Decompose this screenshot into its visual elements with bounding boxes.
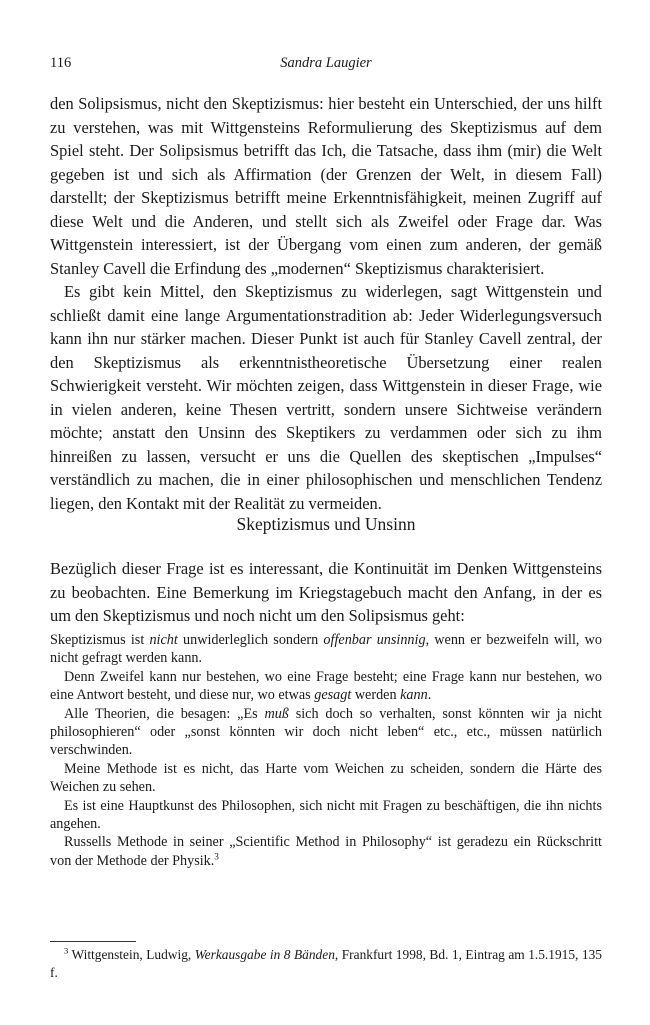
- quote-paragraph: Es ist eine Hauptkunst des Philosophen, sich nicht mit Fragen zu beschäftigen, die ihn nichts angehen.: [50, 797, 602, 833]
- quote-paragraph: Denn Zweifel kann nur bestehen, wo eine Frage besteht; eine Frage kann nur bestehen, wo eine Antwort besteht, und diese nur, wo etwas gesagt werden kann.: [50, 668, 602, 704]
- quote-paragraph: Russells Methode in seiner „Scientific Method in Philosophy“ ist geradezu ein Rückschritt von der Methode der Physik.$^3$: [50, 834, 602, 869]
- paragraph: den Solipsismus, nicht den Skeptizismus: hier besteht ein Unterschied, der uns hilft zu verstehen, was mit Wittgensteins Reformulierung des Skeptizismus auf dem Spiel steht. Der Solipsismus betrifft das Ich, die Tatsache, dass ihm (mir) die Welt gegeben ist und sich als Affirmation (der Grenzen der Welt, in diesem Fall) darstellt; der Skeptizismus betrifft meine Erkenntnisfähigkeit, meinen Zugriff auf diese Welt und die Anderen, und stellt sich als Zweifel oder Frage dar. Was Wittgenstein interessiert, ist der Übergang vom einen zum anderen, der gemäß Stanley Cavell die Erfindung des „modernen“ Skeptizismus charakterisiert.: [50, 94, 602, 278]
- footnote-reference[interactable]: 3: [214, 851, 219, 862]
- quote-paragraph: Alle Theorien, die besagen: „Es muß sich doch so verhalten, sonst könnten wir ja nicht philosophieren“ oder „sonst könnten wir doch nicht leben“ etc., etc., müssen natürlich verschwinden.: [50, 705, 602, 759]
- page-header: [50, 55, 602, 77]
- footnote-divider: [50, 941, 136, 942]
- section-intro-paragraph: Bezüglich dieser Frage ist es interessant, die Kontinuität im Denken Wittgensteins zu beobachten. Eine Bemerkung im Kriegstagebuch macht den Anfang, in der es um den Skeptizismus und noch nicht um den Solipsismus geht:: [50, 559, 602, 625]
- body-text: [50, 92, 602, 515]
- quote-paragraph: Skeptizismus ist nicht unwiderleglich sondern offenbar unsinnig, wenn er bezweifeln will, wo nicht gefragt werden kann.: [50, 632, 602, 667]
- quote-paragraph: Meine Methode ist es nicht, das Harte vom Weichen zu scheiden, sondern die Härte des Weichen zu sehen.: [50, 760, 602, 796]
- running-head: Sandra Laugier: [280, 55, 372, 71]
- section-heading: Skeptizismus und Unsinn: [236, 514, 416, 534]
- block-quote: [50, 631, 602, 870]
- page-number: 116: [50, 55, 72, 71]
- footnote: $^3$ Wittgenstein, Ludwig, Werkausgabe in 8 Bänden, Frankfurt 1998, Bd. 1, Eintrag am 1.5.1915, 135 f.: [50, 945, 602, 980]
- footnote-marker: 3: [64, 945, 69, 956]
- paragraph: Es gibt kein Mittel, den Skeptizismus zu widerlegen, sagt Wittgenstein und schließt damit eine lange Argumentationstradition ab: Jeder Widerlegungsversuch kann ihn nur stärker machen. Dieser Punkt ist auch für Stanley Cavell zentral, der den Skeptizismus als erkenntnistheoretische Übersetzung einer realen Schwierigkeit versteht. Wir möchten zeigen, dass Wittgenstein in dieser Frage, wie in vielen anderen, keine Thesen vertritt, sondern unsere Sichtweise verändern möchte; anstatt den Unsinn des Skeptikers zu verdammen oder sich zu ihm hinreißen zu lassen, versucht er uns die Quellen des skeptischen „Impulses“ verständlich zu machen, die in einer philosophischen und menschlichen Tendenz liegen, den Kontakt mit der Realität zu vermeiden.: [50, 282, 602, 513]
